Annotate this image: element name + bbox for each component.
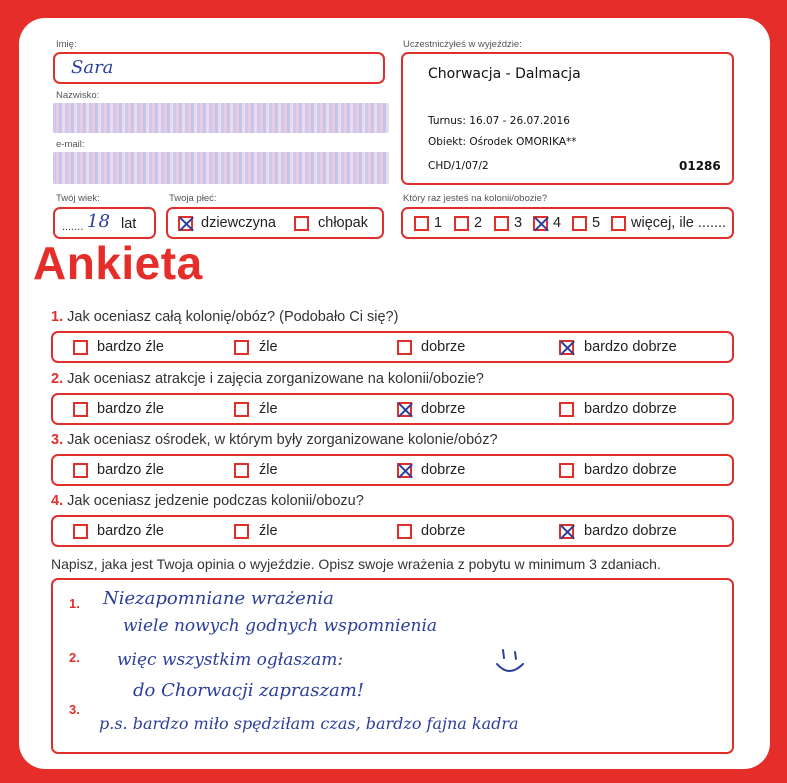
trip-obiekt: Obiekt: Ośrodek OMORIKA** xyxy=(428,136,577,148)
question-1 xyxy=(51,309,398,325)
times-4-checkbox[interactable] xyxy=(533,216,548,231)
gender-field xyxy=(166,207,384,239)
name-field[interactable] xyxy=(53,52,385,84)
q2-option-1-label: bardzo źle xyxy=(97,401,164,417)
q2-option-4-checkbox[interactable] xyxy=(559,402,574,417)
times-5-label: 5 xyxy=(592,215,601,231)
trip-code: CHD/1/07/2 xyxy=(428,160,489,172)
q4-option-4-checkbox[interactable] xyxy=(559,524,574,539)
times-4-label: 4 xyxy=(553,215,562,231)
q3-option-2-label: źle xyxy=(259,462,278,478)
surname-field-redacted xyxy=(53,103,389,133)
question-3-number: 3. xyxy=(51,432,64,448)
q4-option-2-label: źle xyxy=(259,523,278,539)
question-2-number: 2. xyxy=(51,371,64,387)
question-1-number: 1. xyxy=(51,309,64,325)
age-label: Twój wiek: xyxy=(56,193,100,204)
q2-option-1-checkbox[interactable] xyxy=(73,402,88,417)
opinion-line-5: p.s. bardzo miło spędziłam czas, bardzo fajna kadra xyxy=(99,714,519,733)
times-2-label: 2 xyxy=(474,215,483,231)
opinion-prompt: Napisz, jaka jest Twoja opinia o wyjeździe. Opisz swoje wrażenia z pobytu w minimum 3 zdaniach. xyxy=(51,556,661,572)
question-3-options xyxy=(51,454,734,486)
q3-option-4-checkbox[interactable] xyxy=(559,463,574,478)
opinion-number-3: 3. xyxy=(69,702,80,717)
q4-option-1-checkbox[interactable] xyxy=(73,524,88,539)
opinion-number-1: 1. xyxy=(69,596,80,611)
question-2 xyxy=(51,371,484,387)
age-value: 18 xyxy=(87,211,110,232)
q4-option-3-checkbox[interactable] xyxy=(397,524,412,539)
question-3-text: Jak oceniasz ośrodek, w którym były zorganizowane kolonie/obóz? xyxy=(67,432,498,448)
q1-option-3-label: dobrze xyxy=(421,339,466,355)
q3-option-4-label: bardzo dobrze xyxy=(584,462,677,478)
opinion-line-1: Niezapomniane wrażenia xyxy=(103,588,334,609)
q3-option-1-label: bardzo źle xyxy=(97,462,164,478)
q3-option-1-checkbox[interactable] xyxy=(73,463,88,478)
name-label: Imię: xyxy=(56,39,77,50)
question-1-text: Jak oceniasz całą kolonię/obóz? (Podobało Ci się?) xyxy=(67,309,399,325)
q3-option-3-checkbox[interactable] xyxy=(397,463,412,478)
gender-female-label: dziewczyna xyxy=(201,215,276,231)
times-2-checkbox[interactable] xyxy=(454,216,469,231)
trip-number: 01286 xyxy=(679,159,721,173)
q1-option-1-label: bardzo źle xyxy=(97,339,164,355)
gender-male-label: chłopak xyxy=(318,215,368,231)
times-3-label: 3 xyxy=(514,215,523,231)
trip-turnus: Turnus: 16.07 - 26.07.2016 xyxy=(428,115,570,127)
q2-option-3-label: dobrze xyxy=(421,401,466,417)
q1-option-4-checkbox[interactable] xyxy=(559,340,574,355)
trip-name: Chorwacja - Dalmacja xyxy=(428,66,581,82)
q4-option-4-label: bardzo dobrze xyxy=(584,523,677,539)
question-4 xyxy=(51,493,364,509)
q4-option-2-checkbox[interactable] xyxy=(234,524,249,539)
question-4-text: Jak oceniasz jedzenie podczas kolonii/obozu? xyxy=(67,493,364,509)
opinion-line-3: więc wszystkim ogłaszam: xyxy=(117,650,344,670)
times-3-checkbox[interactable] xyxy=(494,216,509,231)
q4-option-1-label: bardzo źle xyxy=(97,523,164,539)
age-unit: lat xyxy=(121,216,137,232)
survey-title: Ankieta xyxy=(33,237,203,289)
q3-option-2-checkbox[interactable] xyxy=(234,463,249,478)
q3-option-3-label: dobrze xyxy=(421,462,466,478)
opinion-line-2: wiele nowych godnych wspomnienia xyxy=(123,616,438,636)
smiley-doodle xyxy=(493,644,529,680)
opinion-box[interactable] xyxy=(51,578,734,754)
q1-option-2-label: źle xyxy=(259,339,278,355)
q2-option-3-checkbox[interactable] xyxy=(397,402,412,417)
times-1-label: 1 xyxy=(434,215,443,231)
age-dots: ....... xyxy=(62,221,84,233)
question-4-options xyxy=(51,515,734,547)
age-field[interactable] xyxy=(53,207,156,239)
times-label: Który raz jesteś na kolonii/obozie? xyxy=(403,193,548,204)
question-4-number: 4. xyxy=(51,493,64,509)
q1-option-1-checkbox[interactable] xyxy=(73,340,88,355)
q2-option-2-label: źle xyxy=(259,401,278,417)
times-more-label: więcej, ile ....... xyxy=(631,215,727,231)
q1-option-2-checkbox[interactable] xyxy=(234,340,249,355)
question-3 xyxy=(51,432,498,448)
opinion-number-2: 2. xyxy=(69,650,80,665)
q2-option-2-checkbox[interactable] xyxy=(234,402,249,417)
trip-box xyxy=(401,52,734,185)
times-more-checkbox[interactable] xyxy=(611,216,626,231)
trip-label: Uczestniczyłeś w wyjeździe: xyxy=(403,39,522,50)
times-1-checkbox[interactable] xyxy=(414,216,429,231)
surname-label: Nazwisko: xyxy=(56,90,100,101)
gender-male-checkbox[interactable] xyxy=(294,216,309,231)
times-field xyxy=(401,207,734,239)
name-value: Sara xyxy=(71,57,114,78)
email-field-redacted xyxy=(53,152,389,184)
gender-female-checkbox[interactable] xyxy=(178,216,193,231)
times-5-checkbox[interactable] xyxy=(572,216,587,231)
opinion-line-4: do Chorwacji zapraszam! xyxy=(133,680,364,701)
email-label: e-mail: xyxy=(56,139,85,150)
q1-option-4-label: bardzo dobrze xyxy=(584,339,677,355)
q1-option-3-checkbox[interactable] xyxy=(397,340,412,355)
question-1-options xyxy=(51,331,734,363)
question-2-text: Jak oceniasz atrakcje i zajęcia zorganizowane na kolonii/obozie? xyxy=(67,371,484,387)
q2-option-4-label: bardzo dobrze xyxy=(584,401,677,417)
q4-option-3-label: dobrze xyxy=(421,523,466,539)
question-2-options xyxy=(51,393,734,425)
gender-label: Twoja płeć: xyxy=(169,193,217,204)
